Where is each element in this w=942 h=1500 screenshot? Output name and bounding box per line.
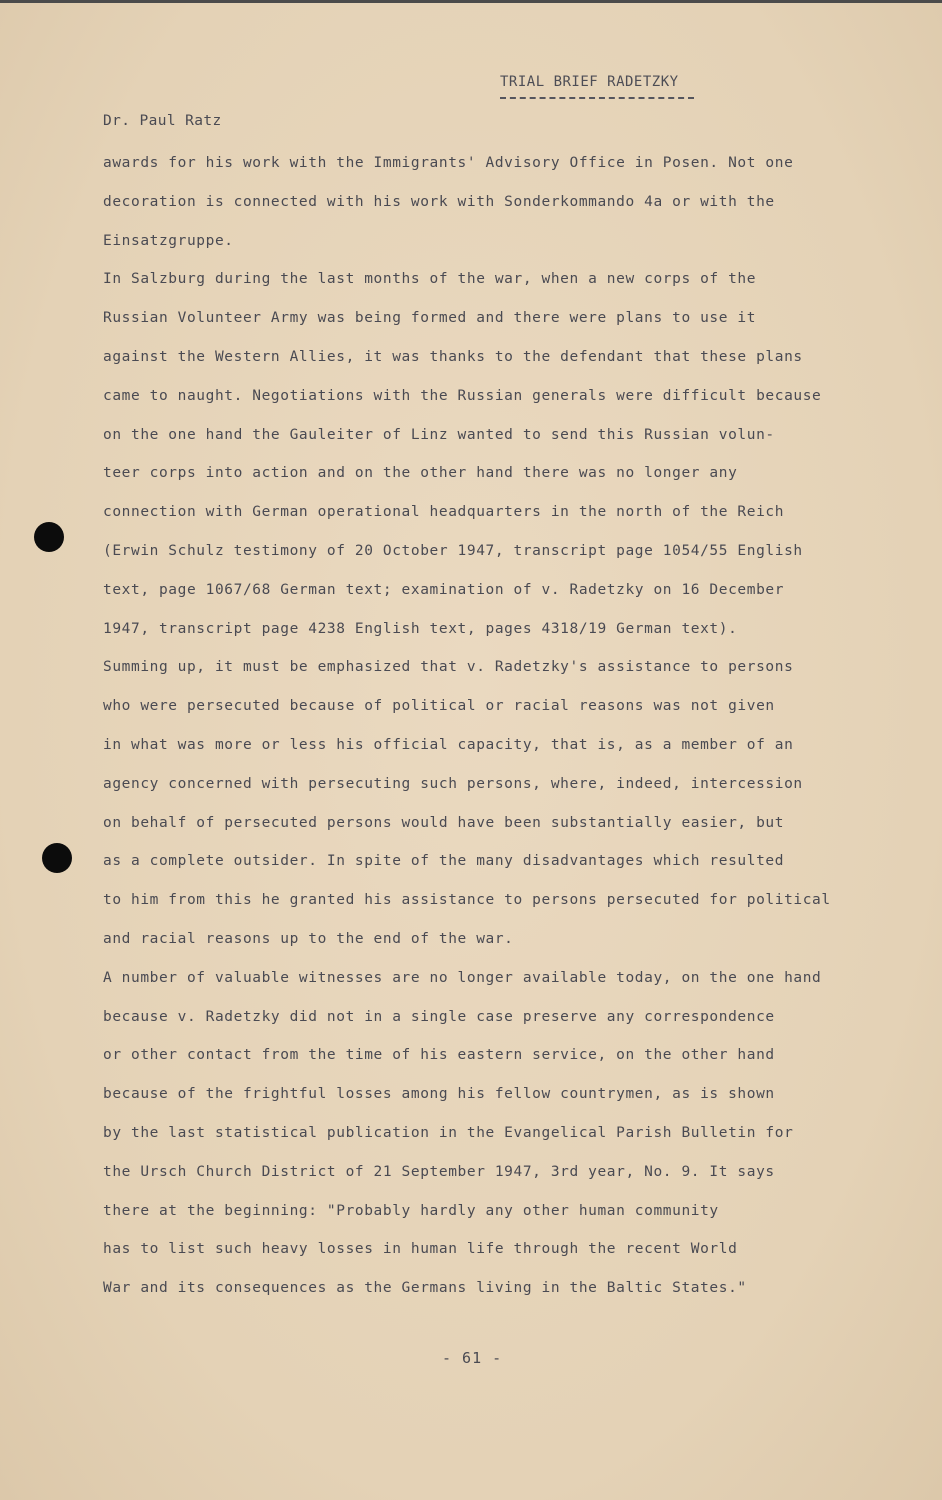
punch-hole-bottom [42,843,72,873]
text-line: War and its consequences as the Germans living in the Baltic States." [103,1280,747,1297]
text-line: In Salzburg during the last months of the war, when a new corps of the [103,271,757,288]
body-text [103,150,893,1314]
text-line: decoration is connected with his work with Sonderkommando 4a or with the [103,193,775,210]
text-line: (Erwin Schulz testimony of 20 October 1947, transcript page 1054/55 English [103,542,803,559]
text-line: as a complete outsider. In spite of the many disadvantages which resulted [103,853,785,870]
text-line: came to naught. Negotiations with the Russian generals were difficult because [103,387,822,404]
text-line: A number of valuable witnesses are no longer available today, on the one hand [103,969,822,986]
text-line: there at the beginning: "Probably hardly any other human community [103,1202,719,1219]
text-line: on behalf of persecuted persons would have been substantially easier, but [103,814,785,831]
text-line: because of the frightful losses among his fellow countrymen, as is shown [103,1086,775,1103]
page-number: - 61 - [442,1349,503,1367]
text-line: agency concerned with persecuting such persons, where, indeed, intercession [103,775,803,792]
text-line: because v. Radetzky did not in a single case preserve any correspondence [103,1008,775,1025]
text-line: or other contact from the time of his eastern service, on the other hand [103,1047,775,1064]
text-line: Summing up, it must be emphasized that v. Radetzky's assistance to persons [103,659,794,676]
text-line: the Ursch Church District of 21 September 1947, 3rd year, No. 9. It says [103,1163,775,1180]
subject-name: Dr. Paul Ratz [103,113,222,129]
page-top-edge [0,0,942,3]
text-line: awards for his work with the Immigrants' Advisory Office in Posen. Not one [103,155,794,171]
text-line: on the one hand the Gauleiter of Linz wanted to send this Russian volun- [103,426,775,443]
text-line: Russian Volunteer Army was being formed and there were plans to use it [103,310,757,327]
text-line: 1947, transcript page 4238 English text, pages 4318/19 German text). [103,620,738,637]
header-underline [500,97,694,99]
text-line: has to list such heavy losses in human life through the recent World [103,1241,738,1258]
text-line: to him from this he granted his assistance to persons persecuted for political [103,892,831,909]
text-line: connection with German operational headquarters in the north of the Reich [103,504,785,521]
text-line: against the Western Allies, it was thanks to the defendant that these plans [103,348,803,365]
text-line: teer corps into action and on the other hand there was no longer any [103,465,738,482]
text-line: and racial reasons up to the end of the war. [103,930,514,947]
text-line: Einsatzgruppe. [103,232,234,249]
text-line: text, page 1067/68 German text; examination of v. Radetzky on 16 December [103,581,785,598]
text-line: who were persecuted because of political or racial reasons was not given [103,698,775,715]
page-header-title: TRIAL BRIEF RADETZKY [500,74,679,90]
text-line: by the last statistical publication in the Evangelical Parish Bulletin for [103,1124,794,1141]
punch-hole-top [34,522,64,552]
text-line: in what was more or less his official capacity, that is, as a member of an [103,736,794,753]
